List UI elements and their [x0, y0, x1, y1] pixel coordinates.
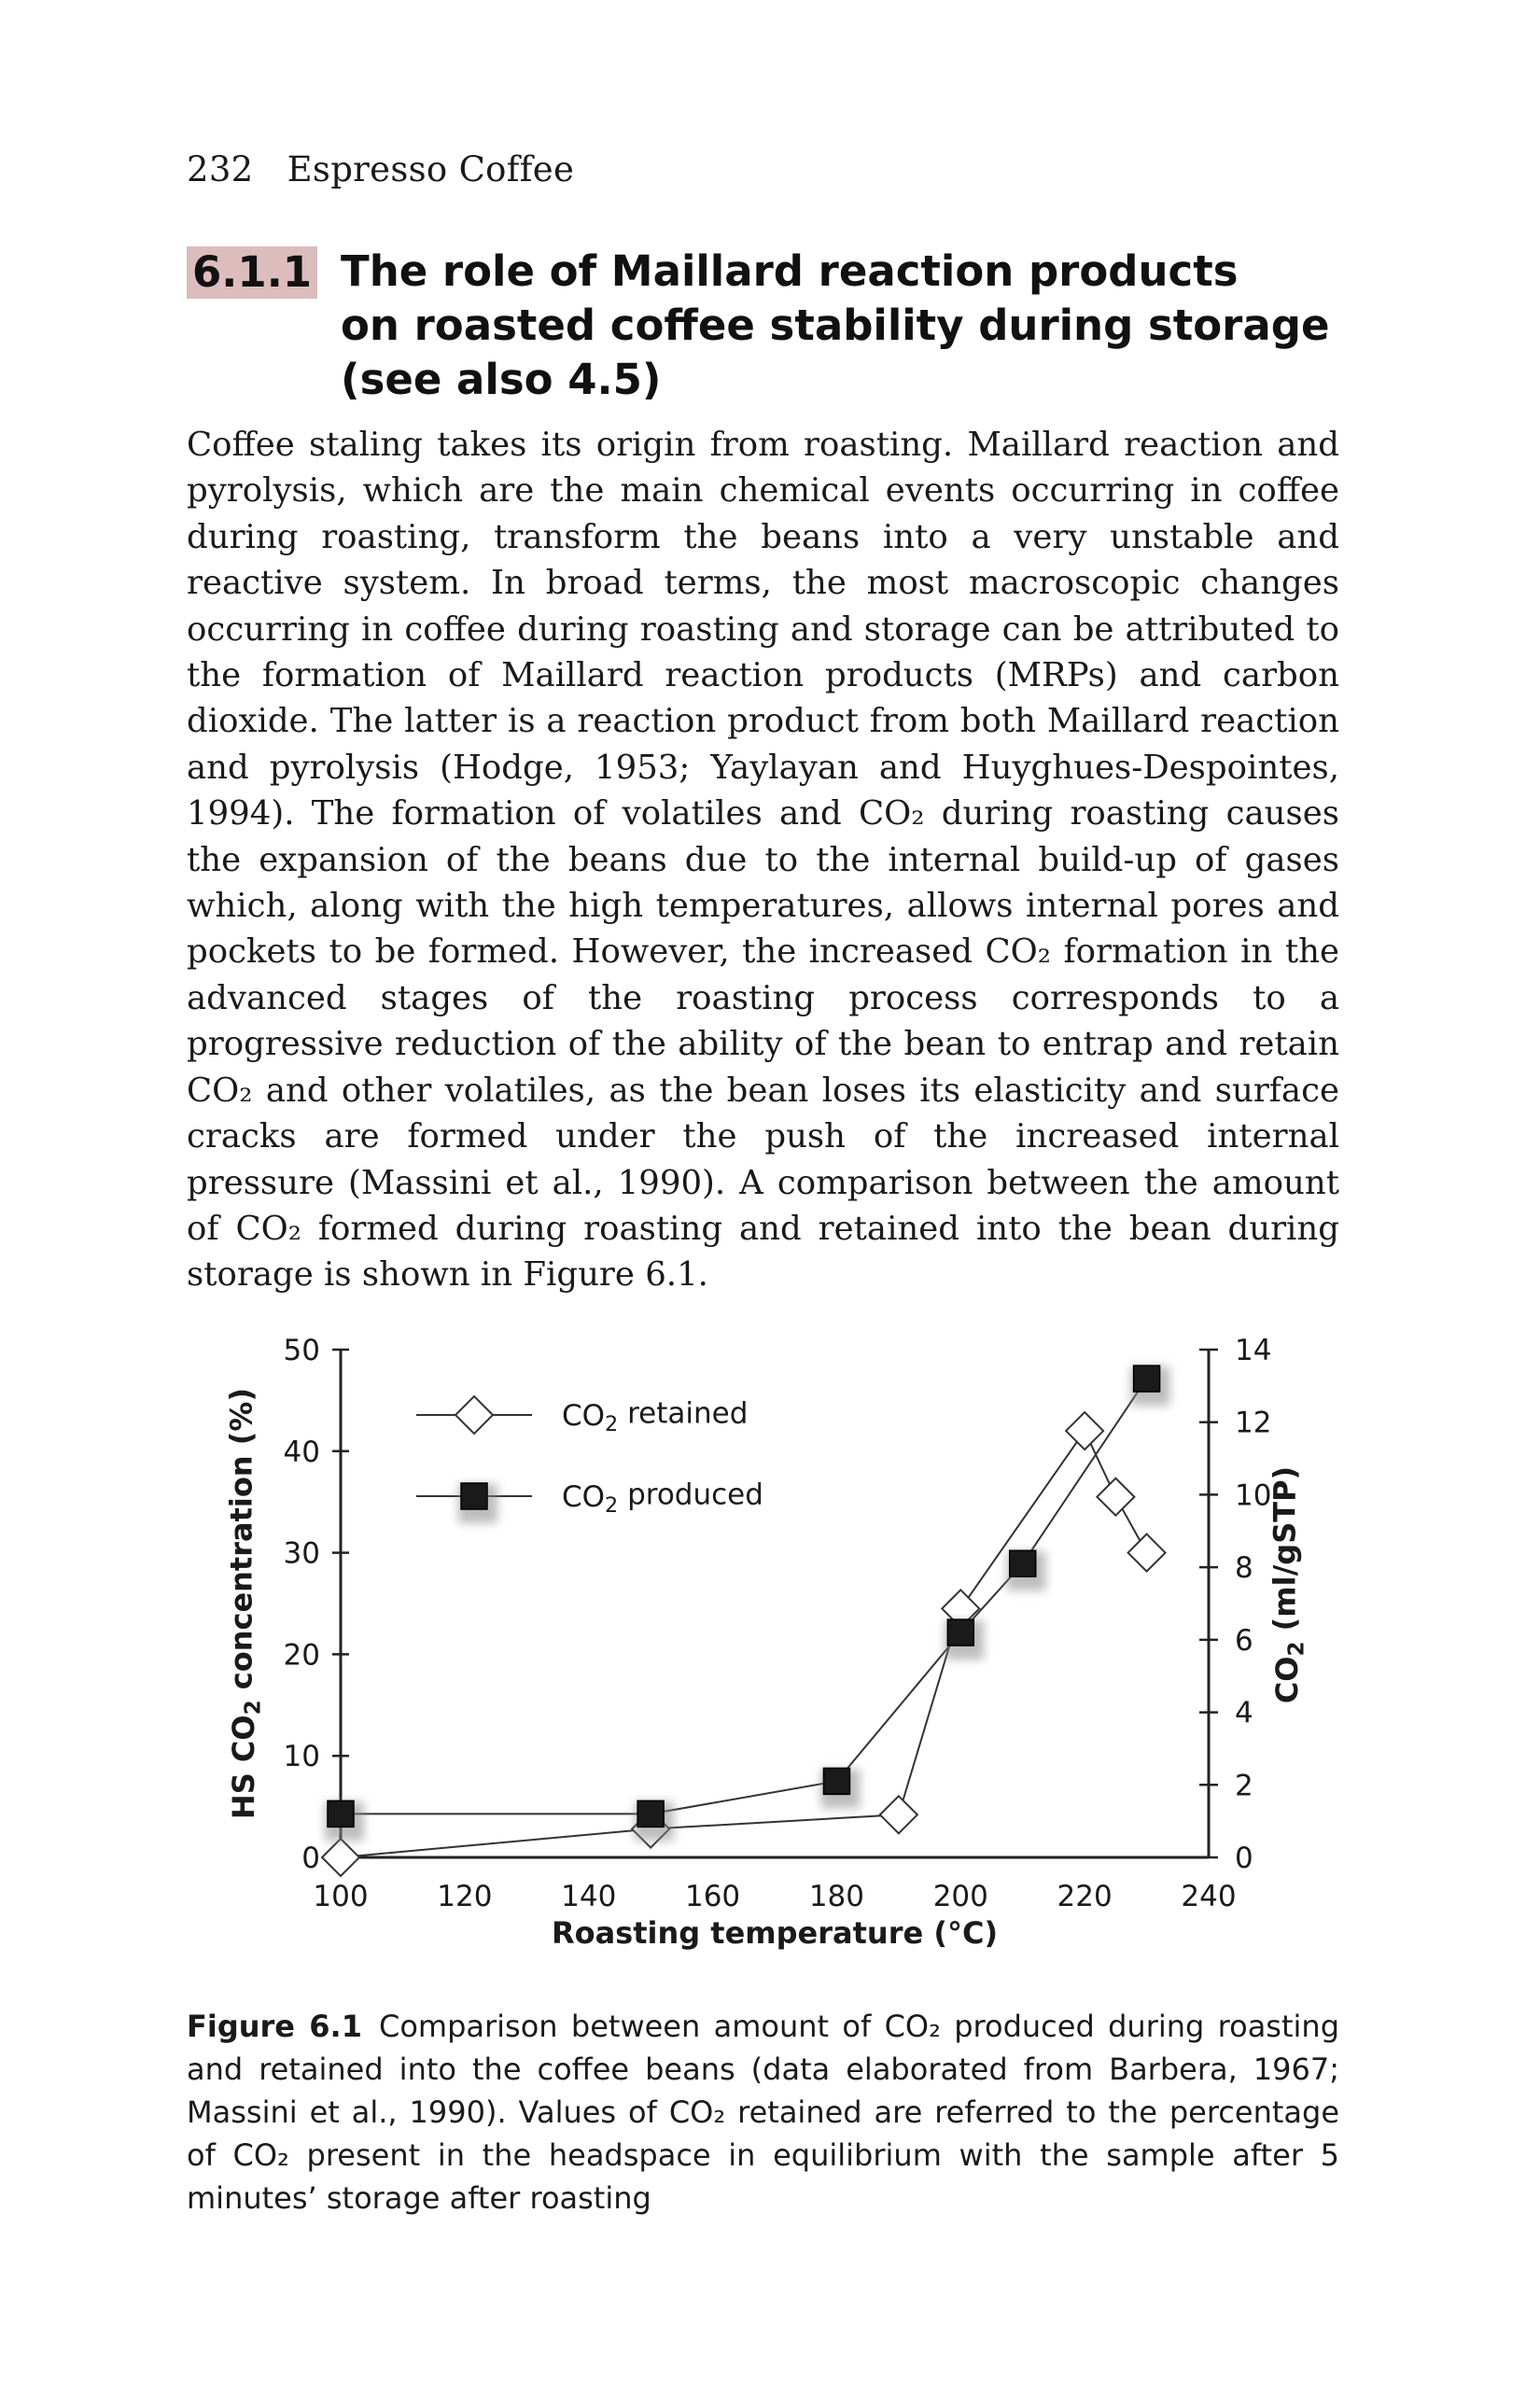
x-tick-label: 240 — [1181, 1880, 1237, 1913]
chart-lines — [341, 1379, 1147, 1857]
chart-axis-labels — [223, 1388, 1309, 1951]
co2-retained-point — [1128, 1534, 1166, 1572]
diamond-marker — [1097, 1478, 1134, 1516]
legend-label: $CO_2$ retained — [562, 1396, 749, 1437]
legend-label: $CO_2$ produced — [562, 1478, 763, 1519]
x-tick-label: 100 — [313, 1880, 369, 1913]
section-title — [341, 245, 1367, 407]
co2-retained-point — [1097, 1478, 1134, 1516]
legend-entry — [416, 1478, 763, 1523]
left-y-tick-label: 40 — [283, 1435, 320, 1469]
co2-produced-point — [1007, 1550, 1046, 1590]
diamond-marker — [880, 1796, 917, 1833]
right-y-tick-label: 0 — [1235, 1842, 1253, 1875]
page-number: 232 — [187, 149, 254, 189]
left-y-tick-label: 10 — [283, 1740, 320, 1774]
square-marker — [823, 1768, 849, 1794]
x-axis-title: Roasting temperature (°C) — [551, 1915, 999, 1951]
body-paragraph: Coffee staling takes its origin from roasting. Maillard reaction and pyrolysis, which are the main chemical events occurring in coffee during roasting, transform the beans into a very unstable and reactive system. In broad terms, the most macroscopic changes occurring in coffee during roasting and storage can be attributed to the formation of Maillard reaction products (MRPs) and carbon dioxide. The latter is a reaction product from both Maillard reaction and pyrolysis (Hodge, 1953; Yaylayan and Huyghues-Despointes, 1994). The formation of volatiles and CO₂ during roasting causes the expansion of the beans due to the internal build-up of gases which, along with the high temperatures, allows internal pores and pockets to be formed. However, the increased CO₂ formation in the advanced stages of the roasting process corresponds to a progressive reduction of the ability of the bean to entrap and retain CO₂ and other volatiles, as the bean loses its elasticity and surface cracks are formed under the push of the increased internal pressure (Massini et al., 1990). A comparison between the amount of CO₂ formed during roasting and retained into the bean during storage is shown in Figure 6.1. — [187, 426, 1339, 1295]
co2-produced-point — [1131, 1366, 1170, 1406]
x-tick-label: 120 — [437, 1880, 493, 1913]
caption-text: Comparison between amount of CO₂ produced during roasting and retained into the coffee beans (data elaborated from Barbera, 1967; Massini et al., 1990). Values of CO₂ retained are referred to the percentage of CO₂ present in the headspace in equilibrium with the sample after 5 minutes’ storage after roasting — [187, 2009, 1340, 2216]
right-y-axis-title: $CO_2$ (ml/gSTP) — [1267, 1465, 1309, 1704]
x-tick-label: 200 — [932, 1880, 988, 1913]
right-y-tick-label: 10 — [1235, 1478, 1272, 1513]
left-y-axis-title: HS $CO_2$ concentration (%) — [223, 1387, 266, 1820]
section-number: 6.1.1 — [187, 246, 317, 299]
book-title: Espresso Coffee — [287, 149, 575, 189]
chart-axes — [284, 1334, 1272, 1913]
co2-produced-line — [341, 1379, 1147, 1814]
square-marker — [1134, 1366, 1160, 1392]
left-y-tick-label: 20 — [283, 1638, 320, 1673]
co2-chart — [187, 1307, 1344, 1979]
legend-square-marker — [458, 1483, 497, 1523]
right-y-tick-label: 4 — [1235, 1696, 1253, 1730]
square-marker — [328, 1800, 354, 1827]
diamond-marker — [322, 1839, 359, 1876]
co2-retained-point — [880, 1796, 917, 1833]
figure-6-1 — [187, 1307, 1344, 1979]
x-tick-label: 160 — [684, 1880, 741, 1913]
co2-produced-point — [820, 1768, 860, 1808]
section-title-line: on roasted coffee stability during storage — [341, 301, 1330, 350]
right-y-tick-label: 2 — [1235, 1769, 1253, 1803]
right-y-tick-label: 6 — [1235, 1623, 1253, 1658]
square-marker — [637, 1800, 664, 1827]
co2-retained-point — [1066, 1412, 1103, 1450]
figure-caption — [187, 2005, 1339, 2220]
section-title-line: The role of Maillard reaction products — [341, 246, 1239, 296]
square-marker — [461, 1483, 487, 1509]
left-y-tick-label: 0 — [301, 1842, 320, 1875]
chart-markers — [322, 1366, 1170, 1876]
legend-diamond-marker — [455, 1396, 493, 1434]
x-tick-label: 220 — [1057, 1880, 1113, 1913]
diamond-marker — [1128, 1534, 1166, 1572]
figure-label: Figure 6.1 — [187, 2009, 362, 2044]
legend-entry — [416, 1396, 748, 1436]
co2-produced-point — [635, 1800, 674, 1841]
section-title-line: (see also 4.5) — [341, 355, 662, 404]
left-y-tick-label: 30 — [283, 1536, 320, 1571]
diamond-marker — [455, 1396, 493, 1434]
left-y-tick-label: 50 — [283, 1334, 320, 1367]
x-tick-label: 140 — [561, 1880, 617, 1913]
co2-produced-point — [325, 1800, 364, 1841]
co2-produced-point — [945, 1619, 984, 1660]
right-y-tick-label: 14 — [1235, 1334, 1272, 1367]
diamond-marker — [1066, 1412, 1103, 1450]
running-head — [187, 149, 574, 189]
square-marker — [947, 1619, 973, 1646]
right-y-tick-label: 8 — [1235, 1551, 1253, 1586]
chart-legend — [416, 1396, 763, 1523]
square-marker — [1010, 1550, 1036, 1576]
x-tick-label: 180 — [808, 1880, 865, 1913]
right-y-tick-label: 12 — [1235, 1406, 1272, 1440]
co2-retained-point — [322, 1839, 359, 1876]
